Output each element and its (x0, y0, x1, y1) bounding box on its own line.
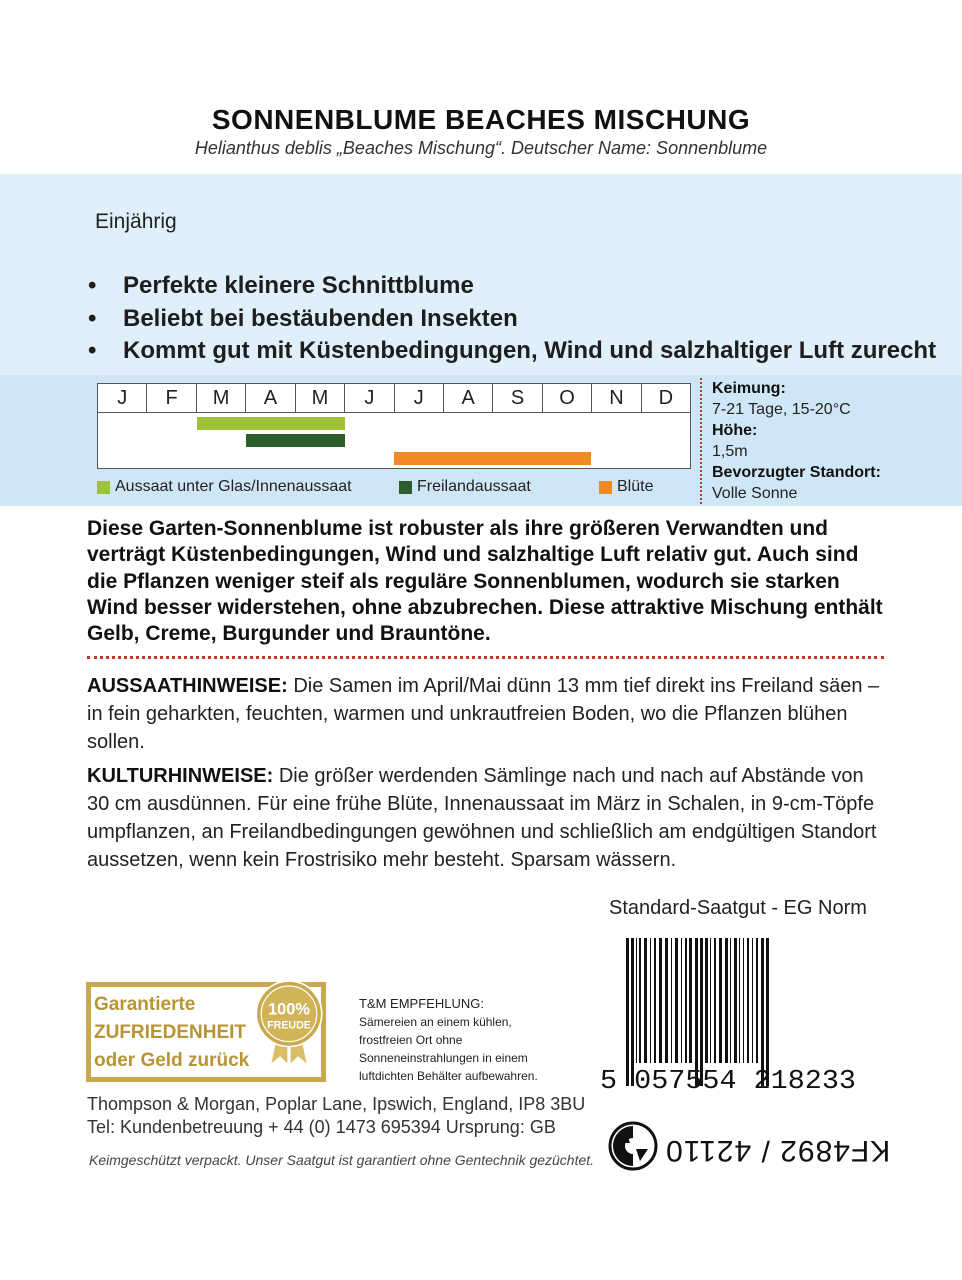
barcode-bar (631, 938, 634, 1086)
month-label: N (592, 384, 641, 412)
culture-instructions (87, 762, 887, 874)
product-description: Diese Garten-Sonnenblume ist robuster als ihre größeren Verwandten und verträgt Küstenbedingungen, Wind und salzhaltige Luft relativ gut. Auch sind die Pflanzen weniger steif als reguläre Sonnenblumen, wodurch sie starken Wind besser widerstehen, ohne abzubrechen. Diese attraktive Mischung enthält Gelb, Creme, Burgunder und Brauntöne. (87, 517, 883, 646)
gmo-footnote: Keimgeschützt verpackt. Unser Saatgut ist garantiert ohne Gentechnik gezüchtet. (89, 1152, 595, 1168)
green-dot-recycle-icon (608, 1121, 658, 1171)
recommendation-line: frostfreien Ort ohne (359, 1033, 463, 1047)
company-address (87, 1093, 585, 1139)
sowing-calendar (97, 383, 691, 469)
feature-text: Perfekte kleinere Schnittblume (123, 272, 474, 299)
barcode-bar (654, 938, 656, 1063)
location-value: Volle Sonne (712, 485, 798, 502)
satisfaction-badge (86, 982, 326, 1082)
growing-facts (700, 378, 910, 504)
recommendation-line: luftdichten Behälter aufbewahren. (359, 1069, 538, 1083)
dotted-divider (87, 656, 884, 659)
legend-swatch (599, 481, 612, 494)
barcode-bar (743, 938, 744, 1063)
calendar-bar (394, 452, 591, 465)
month-label: F (147, 384, 196, 412)
legend-swatch (399, 481, 412, 494)
product-title: SONNENBLUME BEACHES MISCHUNG (211, 104, 751, 135)
sowing-instructions (87, 672, 887, 756)
seed-standard: Standard-Saatgut - EG Norm (609, 897, 867, 919)
barcode-bar (681, 938, 682, 1063)
seal-bottom-text: FREUDE (267, 1019, 311, 1032)
seal-icon (244, 977, 334, 1067)
germination-value: 7-21 Tage, 15-20°C (712, 401, 851, 418)
barcode-bar (747, 938, 749, 1063)
barcode-bar (752, 938, 753, 1063)
culture-text: Die größer werdenden Sämlinge nach und nach auf Abstände von 30 cm ausdünnen. Für eine frühe Blüte, Innenaussaat im März in Schalen, in 9-cm-Töpfe umpflanzen, an Freilandbedingungen gewöhnen und schließlich am endgültigen Standort aussetzen, wenn kein Frostrisiko mehr besteht. Sparsam wässern. (87, 765, 877, 871)
calendar-bar (197, 417, 345, 430)
barcode-bar (665, 938, 668, 1063)
feature-text: Beliebt bei bestäubenden Insekten (123, 304, 518, 332)
botanical-subtitle: Helianthus deblis „Beaches Mischung“. Deutscher Name: Sonnenblume (194, 138, 768, 158)
culture-heading: KULTURHINWEISE: (87, 765, 274, 787)
barcode-bar (700, 938, 703, 1086)
bullet-icon: • (88, 304, 97, 332)
barcode-bar (719, 938, 722, 1063)
barcode-bar (671, 938, 672, 1063)
recommendation-line: Sonneneinstrahlungen in einem (359, 1051, 528, 1065)
sowing-heading: AUSSAATHINWEISE: (87, 675, 288, 697)
month-label: D (658, 387, 674, 409)
recommendation-line: Sämereien an einem kühlen, (359, 1015, 512, 1029)
annual-label: Einjährig (95, 210, 177, 233)
month-label: M (197, 384, 246, 412)
location-label: Bevorzugter Standort: (712, 464, 881, 481)
barcode-bar (636, 938, 637, 1063)
barcode-bar (626, 938, 629, 1086)
barcode-bar (639, 938, 641, 1063)
recommendation-heading: T&M EMPFEHLUNG: (359, 996, 484, 1011)
barcode-bar (739, 938, 740, 1063)
barcode-number: 5 057554 218233 (600, 1067, 856, 1093)
barcode-bar (689, 938, 692, 1063)
bullet-icon: • (88, 272, 97, 299)
barcode-bar (685, 938, 687, 1063)
storage-recommendation (359, 995, 599, 1085)
barcode-bar (730, 938, 731, 1063)
feature-list (88, 270, 936, 368)
legend-label: Aussaat unter Glas/Innenaussaat (115, 478, 352, 495)
barcode-bar (725, 938, 728, 1063)
barcode-bar (766, 938, 769, 1086)
product-code: KF4892 / 42110 (665, 1134, 891, 1167)
address-line: Thompson & Morgan, Poplar Lane, Ipswich, England, IP8 3BU (87, 1094, 586, 1114)
barcode-bar (761, 938, 764, 1086)
legend-item-indoor (97, 478, 352, 496)
legend-item-bloom (599, 478, 653, 496)
month-label: M (296, 384, 345, 412)
month-header (98, 384, 690, 413)
month-label: A (246, 384, 295, 412)
barcode-bar (710, 938, 711, 1063)
barcode-bar (644, 938, 647, 1063)
barcode-icon (598, 938, 860, 1093)
barcode-bar (675, 938, 678, 1063)
feature-text: Kommt gut mit Küstenbedingungen, Wind und salzhaltiger Luft zurecht (123, 337, 937, 364)
bullet-icon: • (88, 337, 97, 364)
barcode-bars (626, 938, 769, 1086)
calendar-bar (246, 434, 345, 447)
calendar-legend (97, 478, 697, 500)
barcode-bar (734, 938, 737, 1063)
month-label: A (444, 384, 493, 412)
germination-label: Keimung: (712, 380, 786, 397)
month-label: J (345, 384, 394, 412)
month-label: J (98, 384, 147, 412)
badge-line1: Garantierte (94, 994, 196, 1015)
seal-top-text: 100% (268, 1000, 310, 1019)
sowing-text: Die Samen im April/Mai dünn 13 mm tief direkt ins Freiland säen – in fein geharkten, feuchten, warmen und unkrautfreien Boden, wo die Pflanzen blühen sollen. (87, 675, 880, 753)
list-item (88, 303, 936, 336)
list-item (88, 270, 936, 303)
barcode-bar (756, 938, 758, 1063)
legend-item-outdoor (399, 478, 531, 496)
legend-label: Blüte (617, 478, 654, 495)
legend-swatch (97, 481, 110, 494)
barcode-bar (714, 938, 716, 1063)
barcode-bar (695, 938, 698, 1086)
list-item (88, 335, 936, 368)
legend-label: Freilandaussaat (417, 478, 531, 495)
height-value: 1,5m (712, 443, 748, 460)
month-label: J (395, 384, 444, 412)
barcode-bar (650, 938, 651, 1063)
badge-line3: oder Geld zurück (94, 1050, 250, 1071)
barcode-bar (705, 938, 708, 1063)
badge-line2: ZUFRIEDENHEIT (94, 1022, 246, 1043)
month-label: S (493, 384, 542, 412)
height-label: Höhe: (712, 422, 758, 439)
barcode-bar (659, 938, 662, 1063)
month-label: O (543, 384, 592, 412)
contact-line: Tel: Kundenbetreuung + 44 (0) 1473 695394 Ursprung: GB (87, 1117, 556, 1137)
